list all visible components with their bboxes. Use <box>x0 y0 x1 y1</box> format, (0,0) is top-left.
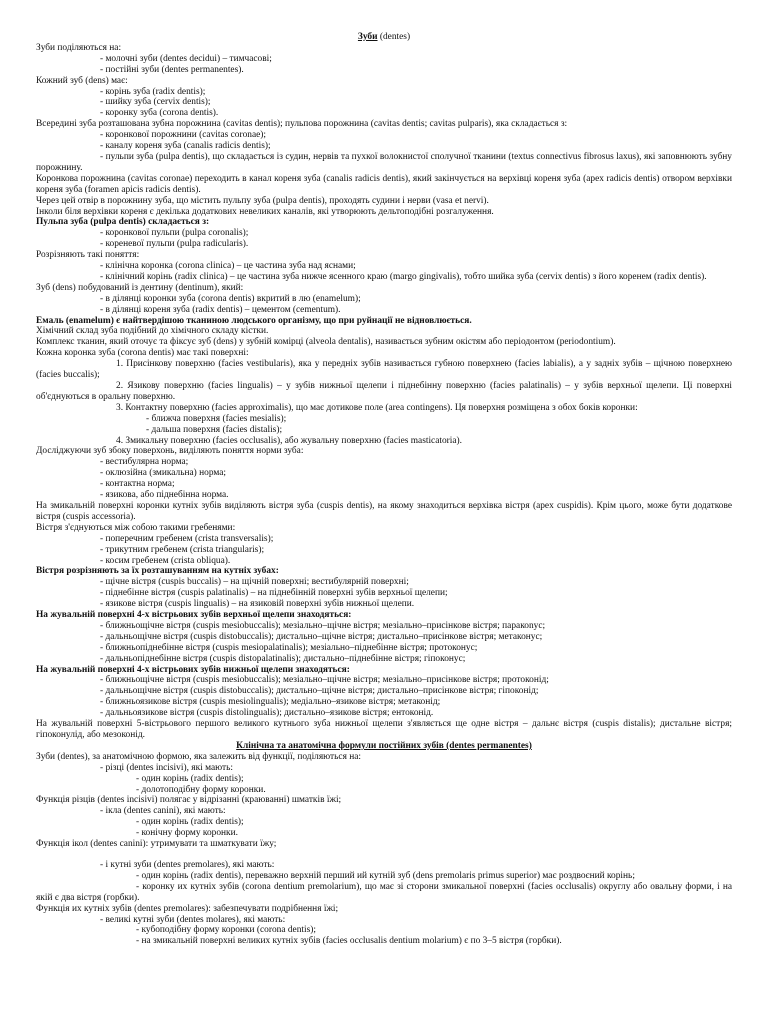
text-paragraph: 1. Присінкову поверхню (facies vestibularis), яка у передніх зубів називається губною поверхнею (facies labialis), а у задніх зубів – щічною поверхнею (facies buccalis); <box>36 359 732 381</box>
text-paragraph: 2. Язикову поверхню (facies lingualis) – у зубів нижньої щелепи і піднебінну поверхню (facies palatinalis) – у зубів верхньої щелепи. Ці поверхні об'єднуються в оральну поверхню. <box>36 381 732 402</box>
text-line: - дальньоязикове вістря (cuspis distolingualis); дистально–язикове вістря; ентоконід. <box>100 708 434 719</box>
text-paragraph: 3. Контактну поверхню (facies approximalis), що має дотикове поле (area contingens). Ця поверхня розміщена з обох боків коронки: <box>116 402 638 413</box>
text-line: - каналу кореня зуба (canalis radicis dentis); <box>100 141 271 152</box>
text-line: На жувальній поверхні 4-х вістрьових зубів нижньої щелепи знаходяться: <box>36 664 350 675</box>
text-line: Емаль (enamelum) є найтвердішою тканиною людського організму, що при руйнації не відновлюється. <box>36 315 472 326</box>
text-line: Інколи біля верхівки кореня є декілька додаткових невеликих каналів, які утворюють дельтоподібні розгалуження. <box>36 206 494 217</box>
text-line: Всередині зуба розташована зубна порожнина (cavitas dentis); пульпова порожнина (cavitas dentis; cavitas pulparis), яка складається з: <box>36 119 568 130</box>
text-line: - ближча поверхня (facies mesialis); <box>146 413 287 424</box>
text-line: - дальньощічне вістря (cuspis distobuccalis); дистально–щічне вістря; дистально–присінкове вістря; метаконус; <box>100 631 543 642</box>
text-line: Через цей отвір в порожнину зуба, що містить пульпу зуба (pulpa dentis), проходять судини і нерви (vasa et nervi). <box>36 195 489 206</box>
text-line: - трикутним гребенем (crista triangularis); <box>100 544 265 555</box>
text-line: - різці (dentes incisivi), які мають: <box>100 762 233 773</box>
text-line: Комплекс тканин, який оточує та фіксує зуб (dens) у зубній комірці (alveola dentalis), називається зубним окістям або періодонтом (periodontium). <box>36 337 616 348</box>
text-line: - оклюзійна (змикальна) норма; <box>100 468 227 479</box>
text-line: Хімічний склад зуба подібний до хімічного складу кістки. <box>36 326 269 337</box>
text-line: - дальша поверхня (facies distalis); <box>146 424 283 435</box>
text-line: - дальньопіднебінне вістря (cuspis distopalatinalis); дистально–піднебінне вістря; гіпоконус; <box>100 653 466 664</box>
text-line: Досліджуючи зуб збоку поверхонь, виділяють поняття норми зуба: <box>36 446 304 457</box>
text-paragraph: - один корінь (radix dentis), переважно верхній перший ий кутній зуб (dens premolaris primus superior) має роздвоєний корінь; <box>136 870 635 881</box>
document-title: Зуби (dentes) <box>357 32 411 42</box>
text-line: - контактна норма; <box>100 479 175 490</box>
text-paragraph: На жувальній поверхні 5-вістрьового першого великого кутнього зуба нижньої щелепи з'являється ще одне вістря – дальнє вістря (cuspis distalis); дистальне вістря; гіпоконулід, або мезоконід. <box>36 719 732 740</box>
text-paragraph: - клінічний корінь (radix clinica) – це частина зуба нижче ясенного краю (margo gingivalis), тобто шийка зуба (cervix dentis) з його коренем (radix dentis). <box>100 271 707 282</box>
text-line: Розрізняють такі поняття: <box>36 250 140 261</box>
text-line: - великі кутні зуби (dentes molares), які мають: <box>100 914 286 925</box>
text-line: - язикове вістря (cuspis lingualis) – на язиковій поверхні зубів нижньої щелепи. <box>100 599 415 610</box>
spacer <box>36 850 732 860</box>
text-line: - конічну форму коронки. <box>136 828 238 839</box>
text-line: Кожний зуб (dens) має: <box>36 75 128 86</box>
text-line: Зуби поділяються на: <box>36 42 122 53</box>
text-paragraph: - пульпи зуба (pulpa dentis), що складається із судин, нервів та пухкої волокнистої сполучної тканини (textus connectivus fibrosus laxus), які заповнюють зубну порожнину. <box>36 151 732 173</box>
text-line: - кореневої пульпи (pulpa radicularis). <box>100 239 249 250</box>
text-paragraph: На змикальній поверхні коронки кутніх зубів виділяють вістря зуба (cuspis dentis), на якому знаходиться верхівка вістря (apex cuspidis). Крім цього, може бути додаткове вістря (cuspis accessoria). <box>36 500 732 522</box>
text-paragraph: Коронкова порожнина (cavitas coronae) переходить в канал кореня зуба (canalis radicis dentis), який закінчується на верхівці кореня зуба (apex radicis dentis) отвором верхівки кореня зуба (foramen apicis radicis dentis). <box>36 173 732 195</box>
text-line: - ближньоязикове вістря (cuspis mesiolingualis); медіально–язикове вістря; метаконід; <box>100 697 441 708</box>
text-line: - поперечним гребенем (crista transversalis); <box>100 533 274 544</box>
text-line: Вістря з'єднуються між собою такими гребенями: <box>36 522 236 533</box>
text-line: - долотоподібну форму коронки. <box>136 784 266 795</box>
text-line: - постійні зуби (dentes permanentes). <box>100 64 244 75</box>
text-line: - щічне вістря (cuspis buccalis) – на щічній поверхні; вестибулярній поверхні; <box>100 577 409 588</box>
text-line: Пульпа зуба (pulpa dentis) складається з: <box>36 217 210 228</box>
text-line: 4. Змикальну поверхню (facies occlusalis), або жувальну поверхню (facies masticatoria). <box>116 435 463 446</box>
text-line: - коронкової порожнини (cavitas coronae); <box>100 130 267 141</box>
section-heading: Клінічна та анатомічна формули постійних зубів (dentes permanentes) <box>236 740 532 751</box>
text-line: - косим гребенем (crista obliqua). <box>100 555 231 566</box>
text-line: На жувальній поверхні 4-х вістрьових зубів верхньої щелепи знаходяться: <box>36 610 352 621</box>
text-line: - в ділянці коронки зуба (corona dentis) вкритий в лю (enamelum); <box>100 293 361 304</box>
text-line: - піднебінне вістря (cuspis palatinalis) – на піднебінній поверхні зубів верхньої щелепи; <box>100 588 448 599</box>
text-line: - ближньопіднебінне вістря (cuspis mesiopalatinalis); мезіально–піднебінне вістря; протоконус; <box>100 642 478 653</box>
text-line: - коронку зуба (corona dentis). <box>100 108 219 119</box>
text-line: - дальньощічне вістря (cuspis distobuccalis); дистально–щічне вістря; дистально–присінкове вістря; гіпоконід; <box>100 686 539 697</box>
text-line: - язикова, або піднебінна норма. <box>100 490 229 501</box>
text-line: - і кутні зуби (dentes premolares), які мають: <box>100 859 275 870</box>
text-line: - коронкової пульпи (pulpa coronalis); <box>100 228 249 239</box>
text-line: - клінічна коронка (corona clinica) – це частина зуба над яснами; <box>100 261 356 272</box>
text-line: - кубоподібну форму коронки (corona dentis); <box>136 925 316 936</box>
text-line: - в ділянці кореня зуба (radix dentis) – цементом (cementum). <box>100 304 341 315</box>
text-line: Функція різців (dentes incisivi) полягає у відрізанні (краюванні) шматків їжі; <box>36 795 342 806</box>
text-line: Функція ікол (dentes canini): утримувати та шматкувати їжу; <box>36 839 277 850</box>
text-line: Функція их кутніх зубів (dentes premolares): забезпечувати подрібнення їжі; <box>36 903 339 914</box>
text-line: - на змикальній поверхні великих кутніх зубів (facies occlusalis dentium molarium) є по 3–5 вістря (горбки). <box>136 936 562 947</box>
text-line: - шийку зуба (cervix dentis); <box>100 97 211 108</box>
text-line: - молочні зуби (dentes decidui) – тимчасові; <box>100 53 272 64</box>
text-line: Зуби (dentes), за анатомічною формою, яка залежить від функції, поділяються на: <box>36 751 362 762</box>
text-line: Зуб (dens) побудований із дентину (dentinum), який: <box>36 282 244 293</box>
text-paragraph: - коронку их кутніх зубів (corona dentium premolarium), що має зі сторони змикальної поверхні (facies occlusalis) округлу або овальну форми, і на якій є два вістря (горбки). <box>36 881 732 903</box>
text-line: - ікла (dentes canini), які мають: <box>100 806 226 817</box>
text-line: - один корінь (radix dentis); <box>136 773 244 784</box>
text-line: Кожна коронка зуба (corona dentis) має такі поверхні: <box>36 348 249 359</box>
text-line: Вістря розрізняють за їх розташуванням на кутніх зубах: <box>36 566 279 577</box>
text-line: - корінь зуба (radix dentis); <box>100 86 206 97</box>
text-line: - вестибулярна норма; <box>100 457 189 468</box>
text-line: - один корінь (radix dentis); <box>136 817 244 828</box>
text-line: - ближньощічне вістря (cuspis mesiobuccalis); мезіально–щічне вістря; мезіально–присінкове вістря; паракоnус; <box>100 620 546 631</box>
text-line: - ближньощічне вістря (cuspis mesiobuccalis); мезіально–щічне вістря; мезіально–присінкове вістря; протоконід; <box>100 675 549 686</box>
